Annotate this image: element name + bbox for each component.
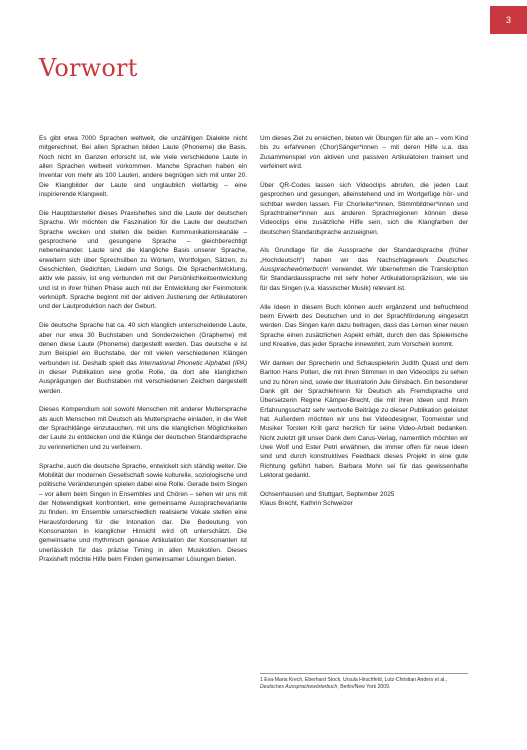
paragraph-standard-pronunciation: Als Grundlage für die Aussprache der Standardsprache (früher „Hochdeutsch“) haben wir das Nachschlagewerk Deutsches Aussprachewörterbuch¹ verwendet. Wir übernehmen die Transkription für Standardaussprache mit sehr hoher Artikulationspräzision, wie sie für das Singen (v.a. klassischer Musik) relevant ist. xyxy=(260,247,468,292)
paragraph-qr-codes: Über QR-Codes lassen sich Videoclips abrufen, die jeden Laut gesprochen und gesungen, alleinstehend und im Wortgefüge hör- und sichtbar werden lassen. Für Chorleiter*innen, Stimmbildner*innen und Sprachtrainer*innen aus anderen Sprachregionen können diese Videoclips eine zusätzliche Hilfe sein, sich die Klangfarben der deutschen Standardsprache anzueignen. xyxy=(260,181,468,236)
paragraph-language-development: Sprache, auch die deutsche Sprache, entwickelt sich ständig weiter. Die Mobilität der modernen Gesellschaft sowie kulturelle, soziologische und politische Veränderungen spielen dabei eine Rolle. Gerade beim Singen – vor allem beim Singen in Ensembles und Chören – sehen wir uns mit der Notwendigkeit konfrontiert, eine gemeinsame Aussprachevariante zu finden. Im Ensemble unterschiedlich realisierte Vokale stellen eine Herausforderung für die Intonation dar. Die Bedeutung von Konsonanten in klanglicher Hinsicht wird oft unterschätzt. Die gemeinsame und rhythmisch genaue Artikulation der Konsonanten ist unerlässlich für das präzise Timing in allen Musikstilen. Dieses Praxisheft möchte Hilfe beim Finden gemeinsamer Lösungen bieten. xyxy=(39,462,247,564)
page-number: 3 xyxy=(490,6,527,34)
paragraph-acknowledgements: Wir danken der Sprecherin und Schauspielerin Judith Quast und dem Bariton Hans Polten, die mit ihren Stimmen in den Videoclips zu sehen und zu hören sind, sowie der Illustratorin Jule Ginsbach. Ein besonderer Dank gilt der Sprachlehrerin für Deutsch als Fremdsprache und Übersetzerin Regine Kämper-Brecht, die mit ihren Ideen und ihrem Erfahrungsschatz sehr wertvolle Beiträge zu dieser Publikation geleistet hat. Außerdem möchten wir uns bei Videodesigner, Tonmeister und Musiker Torsten Krill ganz herzlich für seine Video-Arbeit bedanken. Nicht zuletzt gilt unser Dank dem Carus-Verlag, namentlich möchten wir Uwe Wolf und Ester Petri erwähnen, die immer offen für neue Ideen sind und durch konstruktives Feedback dieses Projekt in eine gute Richtung geführt haben. Barbara Mohn sei für das gewissenhafte Lektorat gedankt. xyxy=(260,359,468,479)
paragraph-main-actors: Die Hauptdarsteller dieses Praxisheftes sind die Laute der deutschen Sprache. Wir möchten die Faszination für die Laute der deutschen Sprache wecken und stellen die beiden Kommunikationskanäle – gesprochene und gesungene Sprache – gleichberechtigt nebeneinander. Laute sind die klangliche Basis unserer Sprache, erweitern sich über Sprechsilben zu Wörtern, Wortfolgen, Sätzen, zu Geschichten, Gedichten, Liedern und Songs. Die Sprachentwicklung, aktiv wie passiv, ist eng verbunden mit der Persönlichkeitsentwicklung und ist in ihrer frühen Phase auch mit der Entwicklung der Feinmotorik verknüpft. Sprache beginnt mit der aktiven Justierung der Artikulatoren und der Lautproduktion nach der Geburt. xyxy=(39,209,247,311)
page-title: Vorwort xyxy=(39,54,138,82)
footnote: 1 Eva-Maria Krech, Eberhard Stock, Ursula Hirschfeld, Lutz-Christian Anders et al., Deutsches Aussprachewörterbuch, Berlin/New York 2009. xyxy=(260,673,468,691)
paragraph-ideas: Alle Ideen in diesem Buch können auch ergänzend und befruchtend beim Erwerb des Deutschen und in der Sprachförderung eingesetzt werden. Das Singen kann dazu beitragen, dass das Lernen einer neuen Sprache einen zusätzlichen Aspekt erhält, durch den das Spielerische und Kreative, das jeder Sprache innewohnt, zum Vorschein kommt. xyxy=(260,303,468,349)
paragraph-ipa: Die deutsche Sprache hat ca. 40 sich klanglich unterscheidende Laute, aber nur etwa 30 Buchstaben und Sonderzeichen (Grapheme) mit denen diese Laute (Phoneme) dargestellt werden. Das deutsche e ist zum Beispiel ein Buchstabe, der mit vielen verschiedenen Klängen verbunden ist. Deshalb spielt das International Phonetic Alphabet (IPA) in dieser Publikation eine große Rolle, da dort alle klanglichen Ausprägungen der Buchstaben mit verschiedenen Zeichen dargestellt werden. xyxy=(39,322,247,395)
paragraph-compendium: Dieses Kompendium soll sowohl Menschen mit anderer Muttersprache als auch Menschen mit Deutsch als Muttersprache einladen, in die Welt der Sprachklänge einzutauchen, mit uns die klanglichen Möglichkeiten der Laute zu entdecken und die Klänge der deutschen Standardsprache zu verinnerlichen und zu verfeinern. xyxy=(39,406,247,451)
paragraph-languages: Es gibt etwa 7000 Sprachen weltweit, die unzähligen Dialekte nicht mitgerechnet. Bei allen Sprachen bilden Laute (Phoneme) die Basis. Noch nicht im Ganzen erforscht ist, wie viele verschiedene Laute in allen Sprachen weltweit vorkommen. Manche Sprachen haben ein Inventar von mehr als 100 Lauten, andere begnügen sich mit unter 20. Die Klangbilder der Laute sind unglaublich vielfarbig – eine inspirierende Klangwelt. xyxy=(39,135,247,199)
left-column xyxy=(39,134,247,574)
signature-block: Ochsenhausen und Stuttgart, September 2025 Klaus Brecht, Kathrin Schweizer xyxy=(260,490,395,508)
paragraph-exercises: Um dieses Ziel zu erreichen, bieten wir Übungen für alle an – vom Kind bis zu erfahrenen (Chor)Sänger*innen – mit deren Hilfe u.a. das Zusammenspiel von aktiven und passiven Artikulatoren trainiert und verfeinert wird. xyxy=(260,135,468,171)
right-column xyxy=(260,134,468,518)
